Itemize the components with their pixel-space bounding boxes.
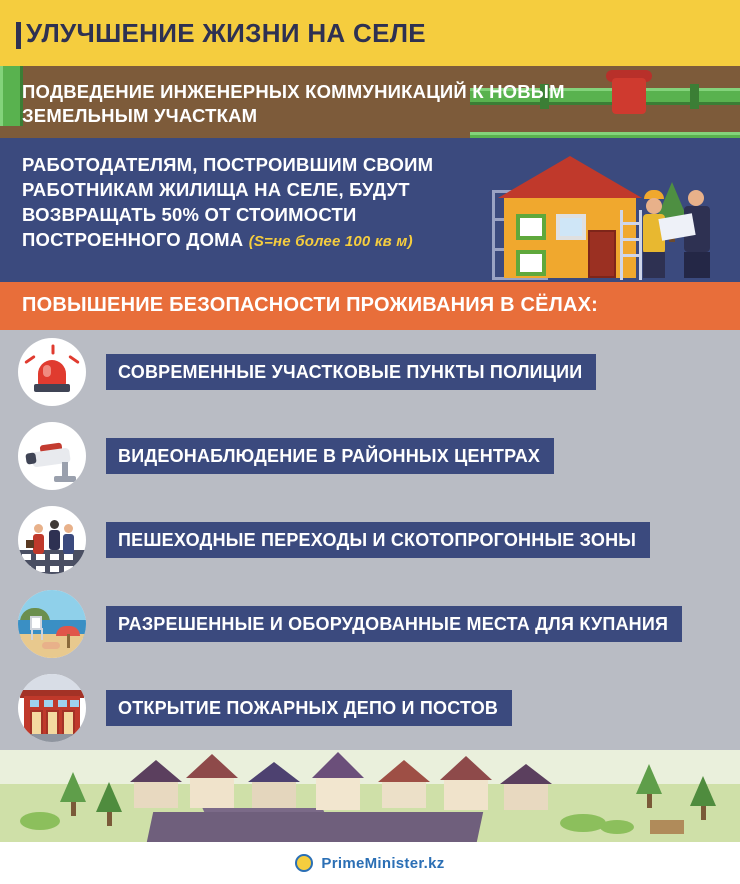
section-heading: ПОВЫШЕНИЕ БЕЗОПАСНОСТИ ПРОЖИВАНИЯ В СЁЛАХ: bbox=[22, 294, 599, 316]
worker-legs bbox=[643, 252, 665, 278]
list-item[interactable] bbox=[0, 414, 740, 498]
beach-swimming-icon bbox=[18, 590, 86, 658]
house-door-icon bbox=[588, 230, 616, 278]
police-beacon-icon bbox=[18, 338, 86, 406]
bush bbox=[560, 814, 606, 832]
list-item[interactable] bbox=[0, 666, 740, 750]
house-construction-illustration bbox=[470, 138, 740, 282]
village-illustration bbox=[0, 750, 740, 842]
ladder-step bbox=[620, 238, 642, 241]
title-band bbox=[0, 0, 740, 66]
block-utilities-text: ПОДВЕДЕНИЕ ИНЖЕНЕРНЫХ КОММУНИКАЦИЙ К НОВЫМ ЗЕМЕЛЬНЫМ УЧАСТКАМ bbox=[22, 81, 565, 126]
list-item-label: ПЕШЕХОДНЫЕ ПЕРЕХОДЫ И СКОТОПРОГОННЫЕ ЗОНЫ bbox=[106, 522, 650, 558]
house-window-icon bbox=[516, 214, 546, 240]
footer bbox=[0, 842, 740, 884]
pipeline-vertical-icon bbox=[0, 66, 23, 126]
ladder-step bbox=[620, 222, 642, 225]
list-item-label: ВИДЕОНАБЛЮДЕНИЕ В РАЙОННЫХ ЦЕНТРАХ bbox=[106, 438, 554, 474]
list-item-label: ОТКРЫТИЕ ПОЖАРНЫХ ДЕПО И ПОСТОВ bbox=[106, 690, 512, 726]
house-window-icon bbox=[556, 214, 586, 240]
block-utilities bbox=[0, 66, 740, 138]
pipe-flange-icon bbox=[690, 84, 699, 109]
bush bbox=[20, 812, 60, 830]
list-item[interactable] bbox=[0, 582, 740, 666]
road bbox=[147, 812, 483, 842]
kazakhstan-emblem-icon bbox=[295, 854, 313, 872]
block-employers-housing-main: РАБОТОДАТЕЛЯМ, ПОСТРОИВШИМ СВОИМ РАБОТНИКАМ ЖИЛИЩА НА СЕЛЕ, БУДУТ ВОЗВРАЩАТЬ 50% ОТ СТОИМОСТИ ПОСТРОЕННОГО ДОМА bbox=[22, 154, 434, 250]
haystack bbox=[650, 820, 684, 834]
worker-head bbox=[646, 198, 662, 214]
safety-measures-list bbox=[0, 330, 740, 750]
list-item-label: РАЗРЕШЕННЫЕ И ОБОРУДОВАННЫЕ МЕСТА ДЛЯ КУПАНИЯ bbox=[106, 606, 682, 642]
house-window-icon bbox=[516, 250, 546, 276]
crosswalk-icon bbox=[18, 506, 86, 574]
ladder-step bbox=[620, 254, 642, 257]
title-accent-bar bbox=[16, 22, 21, 49]
ladder-icon bbox=[620, 210, 642, 280]
house-roof-icon bbox=[498, 156, 642, 198]
cctv-camera-icon bbox=[18, 422, 86, 490]
list-item[interactable] bbox=[0, 330, 740, 414]
bush bbox=[600, 820, 634, 834]
list-item[interactable] bbox=[0, 498, 740, 582]
fire-station-icon bbox=[18, 674, 86, 742]
block-employers-housing-text bbox=[22, 152, 492, 254]
block-employers-housing bbox=[0, 138, 740, 282]
page-title: УЛУЧШЕНИЕ ЖИЗНИ НА СЕЛЕ bbox=[26, 18, 426, 48]
section-heading-band bbox=[0, 282, 740, 330]
list-item-label: СОВРЕМЕННЫЕ УЧАСТКОВЫЕ ПУНКТЫ ПОЛИЦИИ bbox=[106, 354, 596, 390]
engineer-head bbox=[688, 190, 704, 206]
engineer-legs bbox=[684, 252, 710, 278]
block-employers-housing-note: (S=не более 100 кв м) bbox=[248, 233, 413, 250]
footer-brand[interactable]: PrimeMinister.kz bbox=[321, 854, 445, 872]
